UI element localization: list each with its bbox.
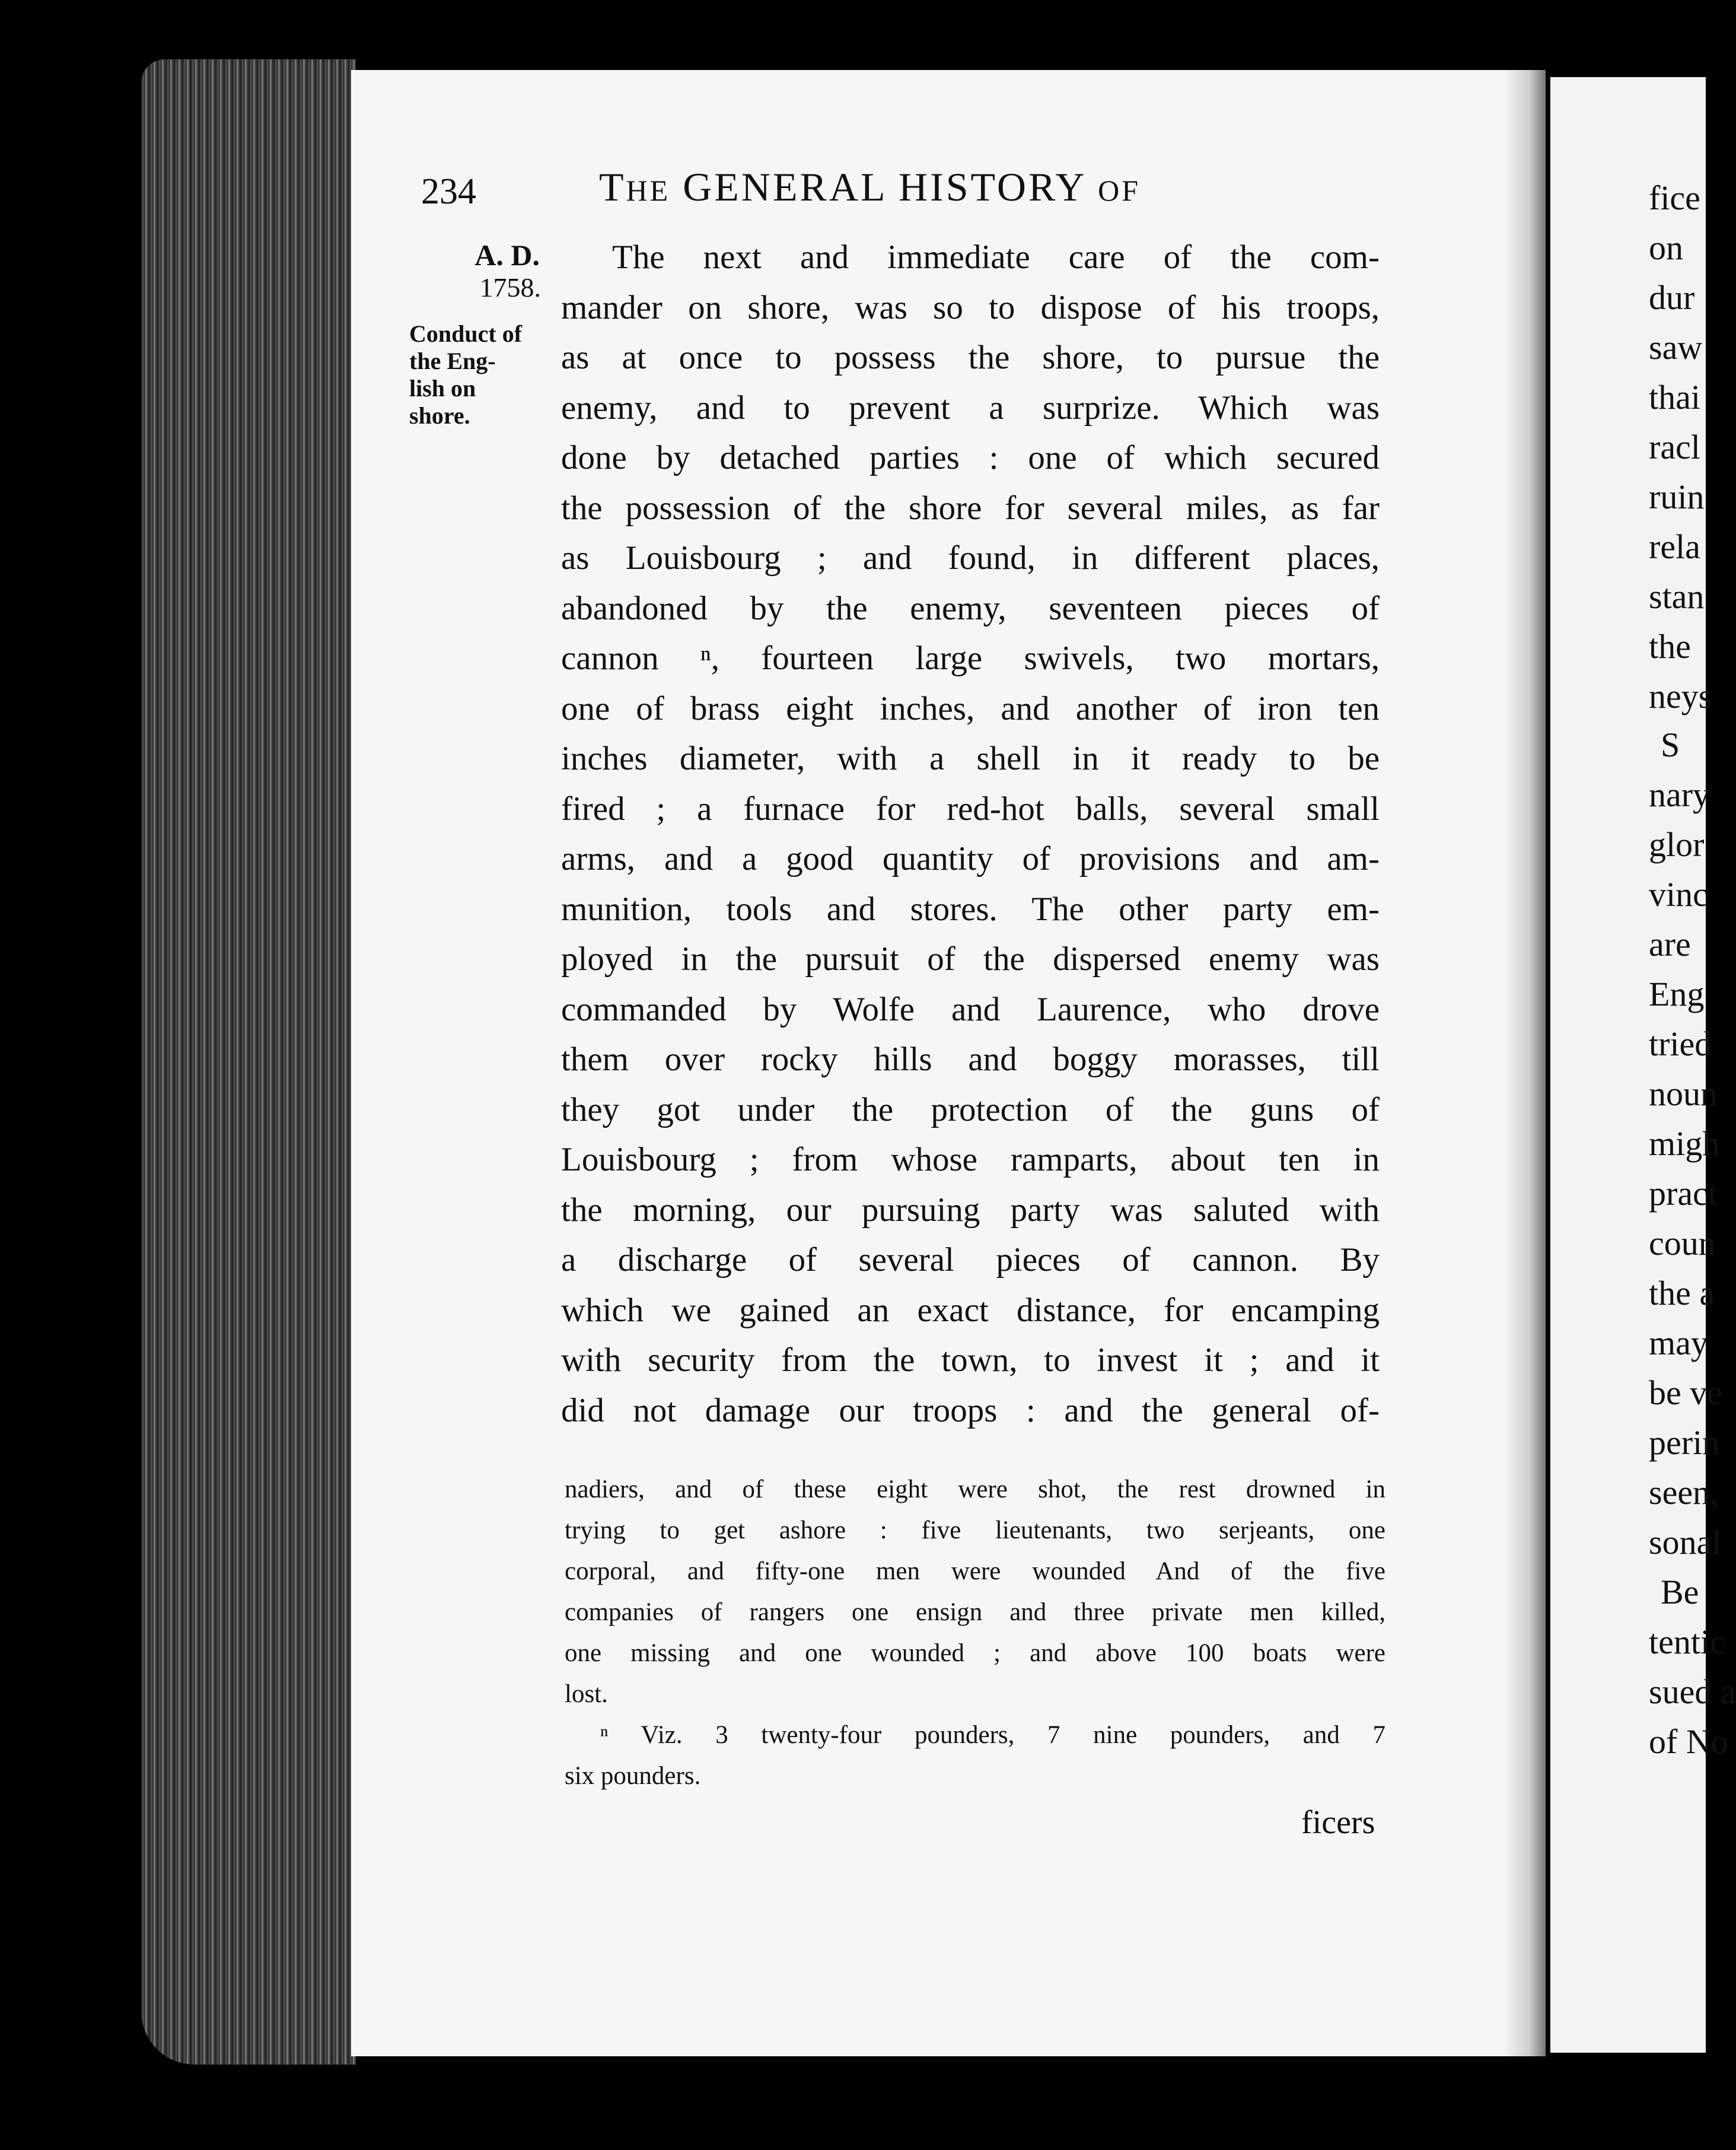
margin-sidenote (409, 320, 552, 430)
facing-page-line: stan (1649, 577, 1705, 616)
facing-page-line: pract (1649, 1174, 1718, 1213)
body-line: a discharge of several pieces of cannon. By (561, 1241, 1380, 1278)
facing-page-line: sued a (1649, 1672, 1736, 1711)
facing-page-line: the (1649, 627, 1691, 666)
facing-page-line: Eng (1649, 975, 1705, 1013)
margin-year: 1758. (479, 272, 541, 303)
body-line: commanded by Wolfe and Laurence, who drove (561, 990, 1380, 1028)
footnote-line: six pounders. (565, 1762, 701, 1790)
facing-page-line: on (1649, 228, 1683, 267)
body-line: ployed in the pursuit of the dispersed enemy was (561, 940, 1380, 978)
body-line: the possession of the shore for several miles, as far (561, 489, 1380, 527)
body-line: them over rocky hills and boggy morasses, till (561, 1041, 1380, 1078)
facing-page-line: be ve (1649, 1373, 1722, 1412)
body-line: mander on shore, was so to dispose of his troops, (561, 288, 1380, 326)
body-line: one of brass eight inches, and another of iron ten (561, 689, 1380, 727)
facing-page-line: are (1649, 925, 1691, 963)
facing-page-line: seen, (1649, 1473, 1719, 1512)
body-line: the morning, our pursuing party was saluted with (561, 1191, 1380, 1229)
facing-page-line: may (1649, 1324, 1708, 1362)
margin-ad: A. D. (474, 238, 540, 272)
sidenote-line: Conduct of (409, 320, 523, 347)
body-line: inches diameter, with a shell in it ready to be (561, 740, 1380, 777)
body-line: done by detached parties : one of which secured (561, 439, 1380, 476)
facing-page-line: coun (1649, 1224, 1716, 1262)
body-line: did not damage our troops : and the general of- (561, 1391, 1380, 1429)
facing-page-line: vinc (1649, 875, 1708, 914)
body-line: enemy, and to prevent a surprize. Which was (561, 389, 1380, 427)
footnote-line: corporal, and fifty-one men were wounded And of the five (565, 1557, 1385, 1585)
facing-page-line: fice (1649, 179, 1700, 217)
title-post: OF (1098, 174, 1141, 207)
footnote-line: one missing and one wounded ; and above 100 boats were (565, 1639, 1385, 1667)
book-edge (141, 59, 356, 2065)
body-line: which we gained an exact distance, for encamping (561, 1291, 1380, 1329)
facing-page-line: tried (1649, 1025, 1712, 1063)
body-line: abandoned by the enemy, seventeen pieces of (561, 589, 1380, 627)
body-line: Louisbourg ; from whose ramparts, about ten in (561, 1141, 1380, 1178)
body-text (561, 233, 1380, 1436)
facing-page-line: racl (1649, 428, 1700, 466)
page-number: 234 (421, 171, 476, 212)
running-title (599, 164, 1141, 211)
margin-note (409, 237, 552, 430)
gutter-shadow (1504, 70, 1546, 2056)
body-line: they got under the protection of the guns of (561, 1090, 1380, 1128)
body-line: arms, and a good quantity of provisions and am- (561, 840, 1380, 877)
facing-page-line: neys (1649, 677, 1712, 715)
facing-page-line: S (1661, 726, 1680, 764)
body-line: munition, tools and stores. The other party em- (561, 890, 1380, 928)
sidenote-line: shore. (409, 402, 470, 429)
body-line: as Louisbourg ; and found, in different places, (561, 539, 1380, 577)
body-line: with security from the town, to invest it ; and it (561, 1341, 1380, 1379)
catchword: ficers (1301, 1804, 1375, 1841)
title-pre: T (599, 164, 626, 209)
facing-page-line: noun (1649, 1074, 1718, 1113)
facing-page-line: glor (1649, 825, 1705, 864)
facing-page (1550, 77, 1736, 2053)
facing-page-line: migh (1649, 1124, 1720, 1163)
facing-page-line: sonal (1649, 1523, 1722, 1561)
facing-page-line: of No (1649, 1722, 1728, 1761)
footnote-line: nadiers, and of these eight were shot, the rest drowned in (565, 1475, 1385, 1503)
facing-page-line: Be (1661, 1573, 1699, 1611)
facing-page-line: rela (1649, 527, 1700, 566)
body-line: cannon ⁿ, fourteen large swivels, two mortars, (561, 640, 1380, 677)
footnote-line: lost. (565, 1680, 608, 1708)
facing-page-line: thai (1649, 378, 1700, 416)
body-line: as at once to possess the shore, to pursue the (561, 339, 1380, 376)
facing-page-line: dur (1649, 278, 1695, 317)
facing-page-line: the a (1649, 1274, 1715, 1312)
sidenote-line: lish on (409, 375, 476, 402)
facing-page-line: ruin (1649, 478, 1705, 516)
sidenote-line: the Eng- (409, 348, 496, 374)
footnote-line: ⁿ Viz. 3 twenty-four pounders, 7 nine pounders, and 7 (600, 1721, 1385, 1749)
facing-page-line: tentic (1649, 1623, 1725, 1661)
body-line: The next and immediate care of the com- (612, 238, 1380, 276)
title-pre-smallcaps: HE (626, 174, 671, 207)
facing-page-line: saw (1649, 328, 1703, 367)
facing-page-line: perin (1649, 1423, 1720, 1462)
footnote-line: companies of rangers one ensign and three private men killed, (565, 1598, 1385, 1626)
body-line: fired ; a furnace for red-hot balls, several small (561, 790, 1380, 828)
footnotes (565, 1469, 1385, 1796)
footnote-line: trying to get ashore : five lieutenants, two serjeants, one (565, 1516, 1385, 1544)
title-main: GENERAL HISTORY (683, 164, 1086, 209)
facing-page-line: nary (1649, 775, 1710, 814)
